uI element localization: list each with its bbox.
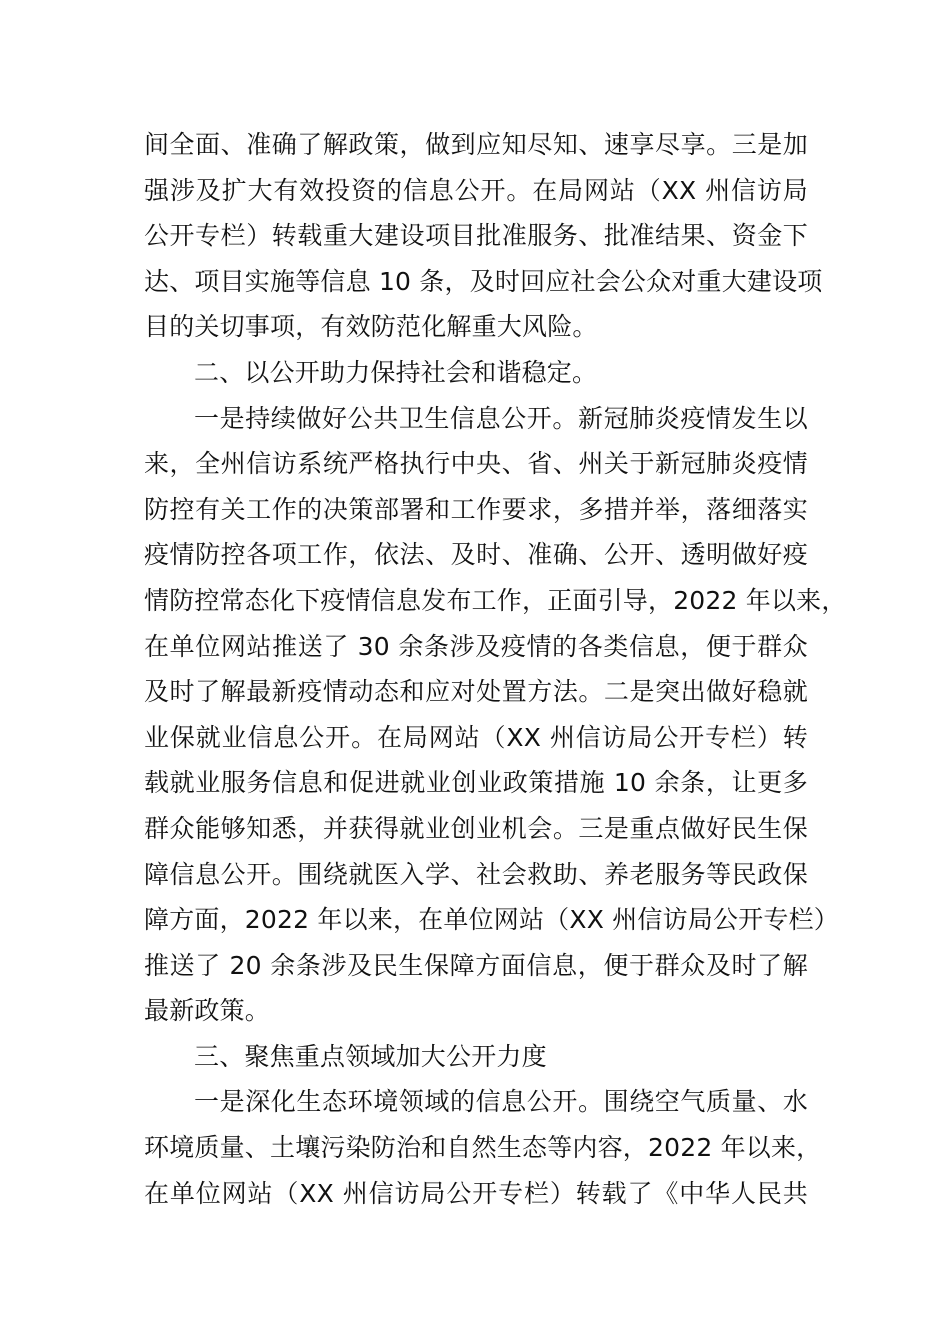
text-line: 来，全州信访系统严格执行中央、省、州关于新冠肺炎疫情 — [144, 449, 808, 479]
text-line: 推送了 20 余条涉及民生保障方面信息，便于群众及时了解 — [144, 950, 808, 980]
text-line: 疫情防控各项工作，依法、及时、准确、公开、透明做好疫 — [144, 540, 808, 570]
text-line: 一是深化生态环境领域的信息公开。围绕空气质量、水 — [194, 1087, 808, 1117]
text-line: 最新政策。 — [144, 996, 271, 1026]
body-text — [144, 122, 847, 1216]
section-heading: 三、聚焦重点领域加大公开力度 — [194, 1041, 547, 1071]
text-line: 载就业服务信息和促进就业创业政策措施 10 余条，让更多 — [144, 768, 808, 798]
text-line: 防控有关工作的决策部署和工作要求，多措并举，落细落实 — [144, 494, 808, 524]
text-line: 障信息公开。围绕就医入学、社会救助、养老服务等民政保 — [144, 859, 808, 889]
text-line: 及时了解最新疫情动态和应对处置方法。二是突出做好稳就 — [144, 677, 808, 707]
section-heading: 二、以公开助力保持社会和谐稳定。 — [194, 357, 598, 387]
text-line: 在单位网站（XX 州信访局公开专栏）转载了《中华人民共 — [144, 1178, 808, 1208]
text-line: 环境质量、土壤污染防治和自然生态等内容，2022 年以来， — [144, 1133, 822, 1163]
text-line: 情防控常态化下疫情信息发布工作，正面引导，2022 年以来， — [144, 585, 847, 615]
text-line: 在单位网站推送了 30 余条涉及疫情的各类信息，便于群众 — [144, 631, 808, 661]
text-line: 目的关切事项，有效防范化解重大风险。 — [144, 312, 598, 342]
text-line: 群众能够知悉，并获得就业创业机会。三是重点做好民生保 — [144, 813, 808, 843]
text-line: 业保就业信息公开。在局网站（XX 州信访局公开专栏）转 — [144, 722, 808, 752]
text-line: 一是持续做好公共卫生信息公开。新冠肺炎疫情发生以 — [194, 403, 808, 433]
text-line: 间全面、准确了解政策，做到应知尽知、速享尽享。三是加 — [144, 130, 808, 159]
text-line: 强涉及扩大有效投资的信息公开。在局网站（XX 州信访局 — [144, 175, 808, 205]
text-line: 公开专栏）转载重大建设项目批准服务、批准结果、资金下 — [144, 221, 808, 251]
text-line: 达、项目实施等信息 10 条，及时回应社会公众对重大建设项 — [144, 266, 823, 296]
text-line: 障方面，2022 年以来，在单位网站（XX 州信访局公开专栏） — [144, 905, 839, 935]
